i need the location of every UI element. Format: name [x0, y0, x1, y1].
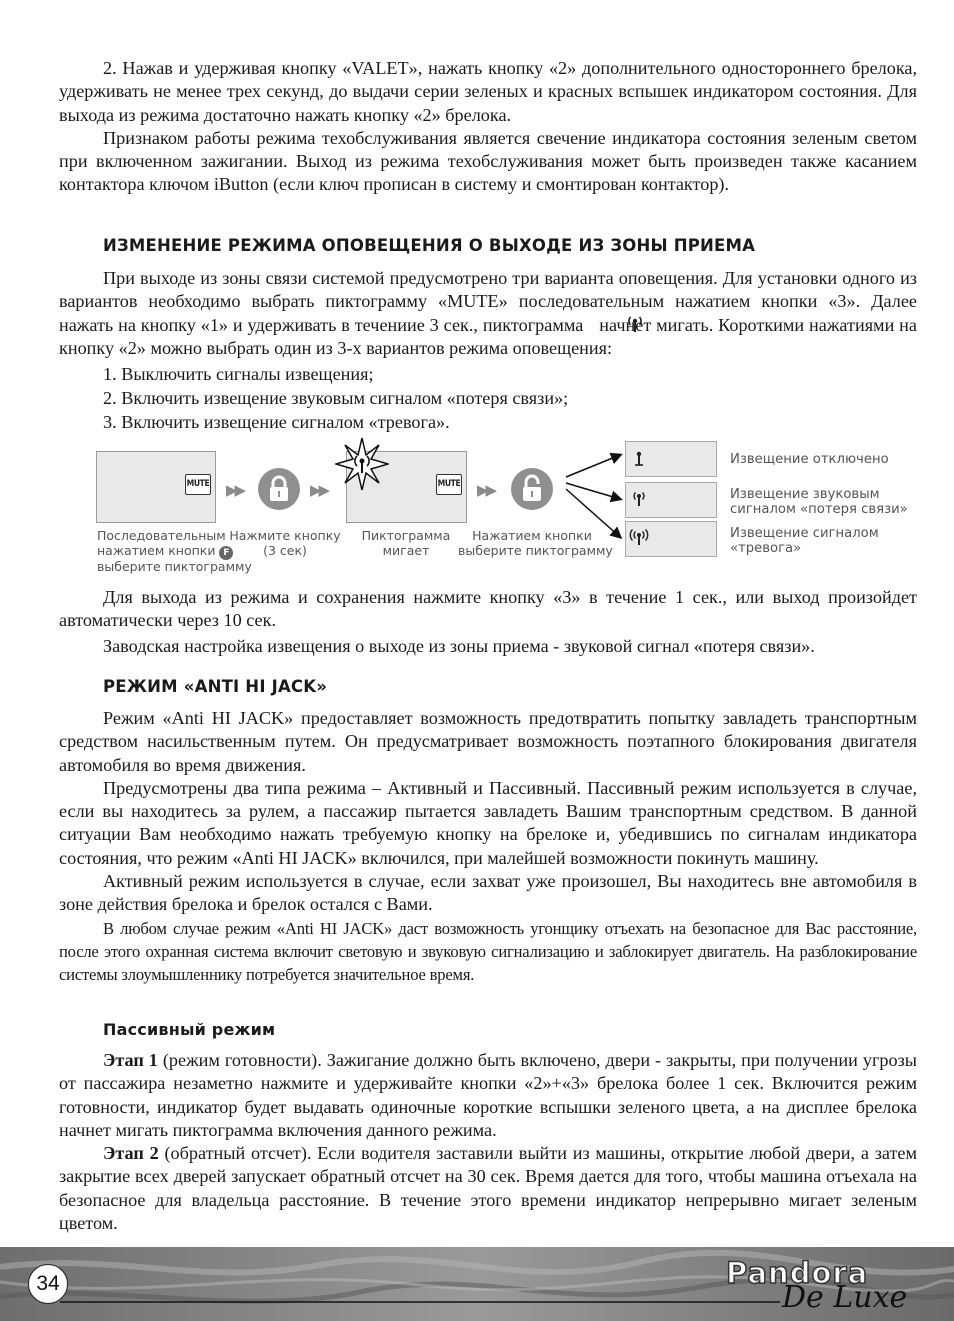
option-box-off — [625, 441, 717, 477]
intro-paragraph-1: 2. Нажав и удерживая кнопку «VALET», нажать кнопку «2» дополнительного одностороннего брелока, удерживать не менее трех секунд, до выдачи серии зеленых и красных вспышек индикатором состояния. Для выхода из режима достаточно нажать кнопку «2» брелока. — [59, 58, 917, 125]
double-arrow-icon: ▶▶ — [226, 481, 244, 499]
double-arrow-icon: ▶▶ — [477, 481, 495, 499]
stage-2-paragraph: Этап 2 (обратный отсчет). Если водителя заставили выйти из машины, открытие любой двери, а затем закрытие всех дверей запускает обратный отсчет на 30 сек. Время дается для того, чтобы машина отъехала на безопасное для владельца расстояние. В течение этого времени индикатор непрерывно мигает зеленым цветом. — [59, 1143, 918, 1234]
antenna-alarm-icon — [629, 529, 649, 547]
intro-text — [59, 57, 917, 197]
caption-step-1: Последовательным нажатием кнопки F выберите пиктограмму — [97, 528, 252, 574]
option-box-alarm — [625, 521, 717, 557]
caption-step-2: Нажмите кнопку (3 сек) — [229, 528, 341, 558]
page-footer — [0, 1247, 954, 1321]
lock-closed-icon — [258, 468, 300, 510]
caption-step-4: Нажатием кнопки выберите пиктограмму — [458, 528, 613, 558]
f-button-icon: F — [219, 546, 233, 560]
anti-hijack-paragraph-1: Режим «Anti HI JACK» предоставляет возможность предотвратить попытку завладеть транспортным средством насильственным путем. Он предусматривает возможность поэтапного блокирования двигателя автомобиля во время движения. — [59, 708, 917, 775]
mute-icon: MUTE — [436, 474, 462, 495]
section-heading-alert-mode: ИЗМЕНЕНИЕ РЕЖИМА ОПОВЕЩЕНИЯ О ВЫХОДЕ ИЗ ЗОНЫ ПРИЕМА — [103, 236, 756, 255]
section2-text — [59, 707, 917, 987]
option-label-sound: Извещение звуковым сигналом «потеря связи» — [730, 487, 908, 517]
lock-open-icon — [511, 468, 553, 510]
section-heading-passive-mode: Пассивный режим — [103, 1020, 276, 1039]
antenna-sound-icon — [631, 490, 647, 508]
brand-logo-subtitle: De Luxe — [782, 1280, 908, 1315]
stage-1-paragraph: Этап 1 (режим готовности). Зажигание должно быть включено, двери - закрыты, при получении угрозы от пассажира незаметно нажмите и удерживайте кнопки «2»+«3» брелока более 1 сек. Включится режим готовности, индикатор будет выдавать одиночные короткие вспышки зеленого цвета, а на дисплее брелока начнет мигать пиктограмма включения данного режима. — [59, 1050, 917, 1140]
mute-icon: MUTE — [185, 474, 211, 495]
page-number: 34 — [28, 1264, 68, 1304]
caption-step-3: Пиктограмма мигает — [361, 528, 451, 558]
anti-hijack-paragraph-4: В любом случае режим «Anti HI JACK» даст возможность угонщику отъехать на безопасное для Вас расстояние, после этого охранная система включит световую и звуковую сигнализацию и заблокирует двигатель. На разблокирование системы злоумышленнику потребуется значительное время. — [59, 918, 917, 985]
option-label-off: Извещение отключено — [730, 452, 889, 467]
antenna-icon — [583, 315, 599, 333]
anti-hijack-paragraph-2: Предусмотрены два типа режима – Активный и Пассивный. Пассивный режим используется в случае, если вы находитесь за рулем, а пассажир пытается завладеть Вашим транспортным средством. В данной ситуации Вам необходимо нажать требуемую кнопку на брелоке и, убедившись по сигналам индикатора состояния, что режим «Anti HI JACK» включился, при малейшей возможности покинуть машину. — [59, 777, 917, 868]
section1-after-text — [59, 586, 917, 658]
section-heading-anti-hijack: РЕЖИМ «ANTI HI JACK» — [103, 677, 328, 696]
list-item: 3. Включить извещение сигналом «тревога». — [103, 412, 450, 432]
blinking-antenna-icon — [335, 437, 389, 491]
section1-text — [59, 267, 917, 360]
double-arrow-icon: ▶▶ — [310, 481, 328, 499]
list-item: 1. Выключить сигналы извещения; — [103, 364, 374, 384]
exit-paragraph: Для выхода из режима и сохранения нажмите кнопку «3» в течение 1 сек., или выход произойдет автоматически через 10 сек. — [59, 587, 917, 631]
alert-options-list — [103, 362, 568, 434]
brand-logo: Pandora — [726, 1256, 869, 1290]
antenna-off-icon — [632, 449, 646, 467]
factory-setting-paragraph: Заводская настройка извещения о выходе из зоны приема - звуковой сигнал «потеря связи». — [103, 635, 815, 656]
intro-paragraph-2: Признаком работы режима техобслуживания является свечение индикатора состояния зеленым светом при включенном зажигании. Выход из режима техобслуживания может быть произведен также касанием контактора ключом iButton (если ключ прописан в систему и смонтирован контактор). — [59, 127, 917, 195]
option-label-alarm: Извещение сигналом «тревога» — [730, 526, 879, 556]
section1-paragraph: При выходе из зоны связи системой предусмотрено три варианта оповещения. Для установки одного из вариантов необходимо выбрать пиктограмму «MUTE» последовательным нажатием кнопки «3». Далее нажать на кнопку «1» и удерживать в течениие 3 сек., пиктограмма начнет мигать. Короткими нажатиями на кнопку «2» можно выбрать один из 3-х вариантов режима оповещения: — [59, 268, 917, 358]
list-item: 2. Включить извещение звуковым сигналом «потеря связи»; — [103, 388, 569, 408]
option-box-sound — [625, 482, 717, 518]
section3-text — [59, 1049, 917, 1235]
anti-hijack-paragraph-3: Активный режим используется в случае, если захват уже произошел, Вы находитесь вне автомобиля в зоне действия брелока и брелок остался с Вами. — [59, 871, 917, 915]
